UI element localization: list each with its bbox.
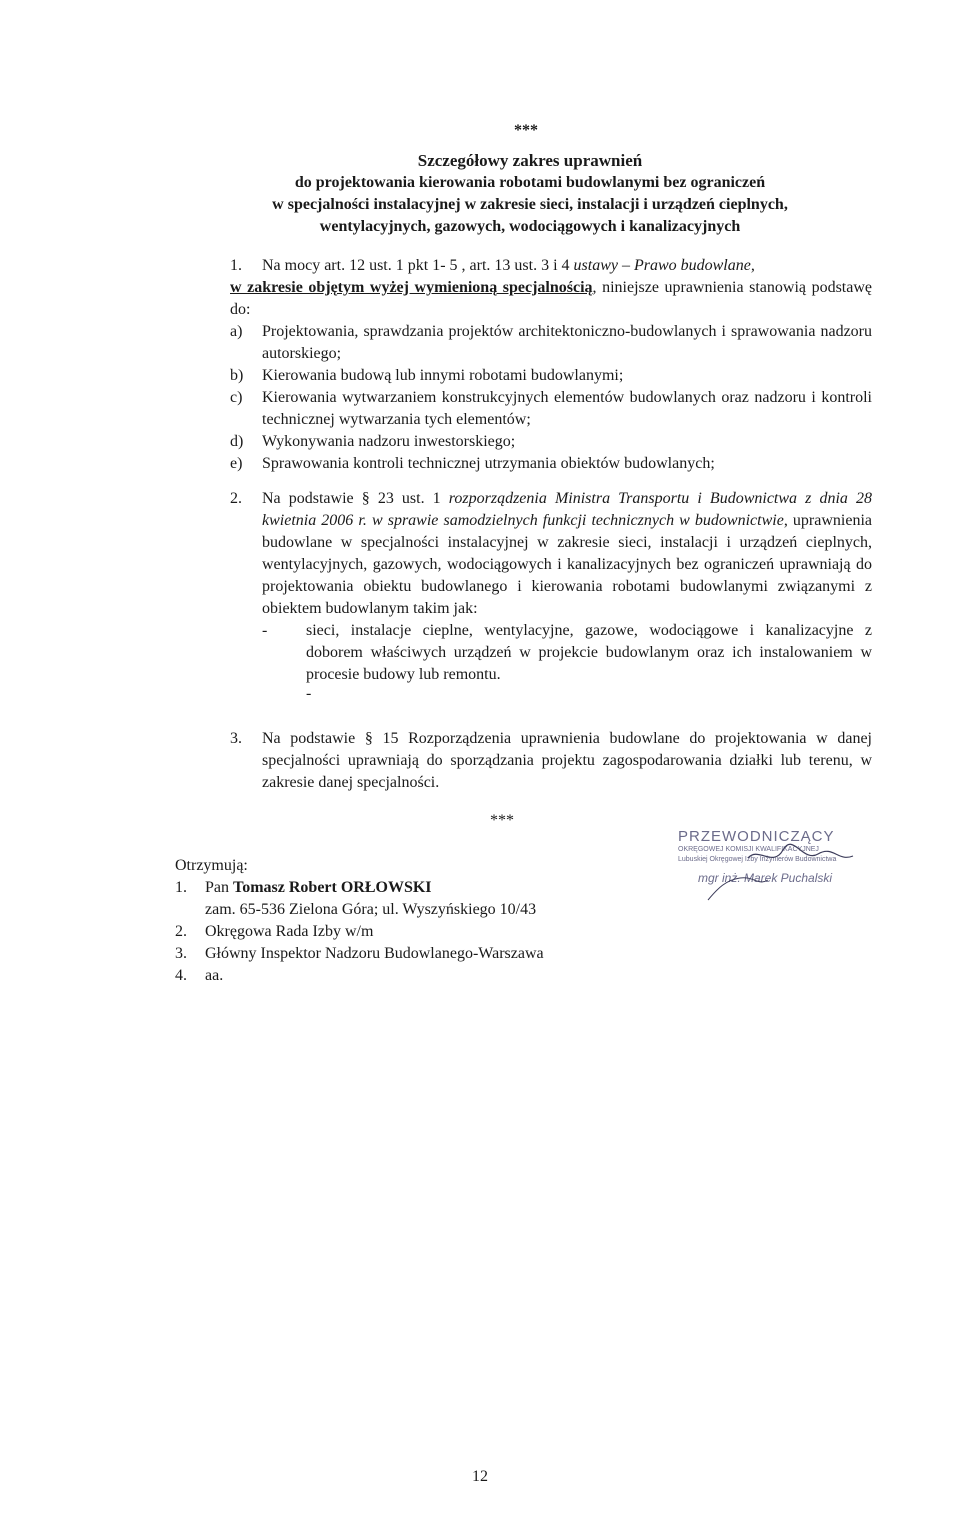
signature-scribble — [678, 828, 888, 908]
recipient-number: 2. — [175, 923, 187, 940]
list-dash: - — [262, 622, 268, 639]
item-text: Wykonywania nadzoru inwestorskiego; — [262, 433, 516, 450]
section-3 — [230, 728, 872, 794]
section-2-number: 2. — [230, 490, 242, 507]
section-3-number: 3. — [230, 730, 242, 747]
section-1-item-a — [230, 321, 872, 365]
section-1-scope-tail: , niniejsze uprawnienia stanowią podstawę do: — [230, 279, 872, 318]
section-1-item-e — [230, 453, 872, 475]
recipient-2 — [175, 921, 635, 943]
section-2-trailing-dash: - — [306, 685, 312, 702]
section-2-list-item — [262, 620, 872, 686]
recipient-address: zam. 65-536 Zielona Góra; ul. Wyszyńskiego 10/43 — [205, 901, 537, 918]
document-title — [160, 150, 900, 238]
section-2-text-1: Na podstawie § 23 ust. 1 — [262, 490, 449, 507]
item-text: Projektowania, sprawdzania projektów architektoniczno-budowlanych i sprawowania nadzoru autorskiego; — [262, 323, 872, 362]
recipient-3 — [175, 943, 635, 965]
recipient-4 — [175, 965, 635, 987]
item-letter: c) — [230, 389, 243, 406]
title-line-1: Szczegółowy zakres uprawnień — [417, 151, 643, 170]
item-letter: b) — [230, 367, 244, 384]
title-line-4: wentylacyjnych, gazowych, wodociągowych i kanalizacyjnych — [319, 218, 741, 235]
list-item-text: sieci, instalacje cieplne, wentylacyjne, gazowe, wodociągowe i kanalizacyjne z doborem właściwych urządzeń w projekcie budowlanym oraz ich instalowaniem w procesie budowy lub remontu. — [306, 622, 872, 683]
section-2 — [230, 488, 872, 702]
item-text: Kierowania wytwarzaniem konstrukcyjnych elementów budowlanych oraz nadzoru i kontroli technicznej wytwarzania tych elementów; — [262, 389, 872, 428]
section-1-item-c — [230, 387, 872, 431]
section-2-text-2: , uprawnienia budowlane w specjalności instalacyjnej w zakresie sieci, instalacji i urządzeń cieplnych, wentylacyjnych, gazowych, wodociągowych i kanalizacyjnych bez ograniczeń uprawniają do projektowania obiektu budowlanego i kierowania robotami budowlanymi związanymi z obiektem budowlanym takim jak: — [262, 512, 873, 617]
section-1-item-b — [230, 365, 872, 387]
section-1 — [230, 255, 872, 475]
chairman-stamp — [678, 828, 888, 885]
section-1-items — [230, 321, 872, 475]
item-text: Sprawowania kontroli technicznej utrzymania obiektów budowlanych; — [262, 455, 715, 472]
item-text: Kierowania budową lub innymi robotami budowlanymi; — [262, 367, 624, 384]
stamp-line-1: OKRĘGOWEJ KOMISJI KWALIFIKACYJNEJ — [678, 846, 819, 853]
section-1-item-d — [230, 431, 872, 453]
title-line-3: w specjalności instalacyjnej w zakresie sieci, instalacji i urządzeń cieplnych, — [272, 196, 788, 213]
recipient-number: 1. — [175, 879, 187, 896]
header-stars: *** — [514, 122, 538, 139]
section-1-intro-italic: ustawy – Prawo budowlane, — [573, 257, 755, 274]
item-letter: d) — [230, 433, 244, 450]
recipient-prefix: Pan — [205, 879, 233, 896]
separator-stars: *** — [490, 812, 514, 829]
page-number: 12 — [472, 1468, 488, 1485]
section-1-intro — [262, 255, 872, 277]
section-1-intro-plain: Na mocy art. 12 ust. 1 pkt 1- 5 , art. 13 ust. 3 i 4 — [262, 257, 574, 274]
section-2-body — [262, 488, 872, 702]
recipient-name: Tomasz Robert ORŁOWSKI — [233, 879, 432, 896]
section-1-scope — [230, 277, 872, 321]
recipient-1 — [175, 877, 635, 921]
stamp-name: mgr inż. Marek Puchalski — [698, 871, 833, 885]
item-letter: a) — [230, 323, 243, 340]
recipients-heading: Otrzymują: — [175, 857, 248, 874]
recipient-number: 4. — [175, 967, 187, 984]
recipient-text: Główny Inspektor Nadzoru Budowlanego-Warszawa — [205, 945, 544, 962]
recipient-text: aa. — [205, 967, 224, 984]
recipient-number: 3. — [175, 945, 187, 962]
section-1-number: 1. — [230, 257, 242, 274]
item-letter: e) — [230, 455, 243, 472]
title-line-2: do projektowania kierowania robotami budowlanymi bez ograniczeń — [294, 174, 766, 191]
recipients — [175, 855, 635, 987]
stamp-line-2: Lubuskiej Okręgowej Izby Inżynierów Budownictwa — [678, 856, 837, 863]
section-1-scope-underlined: w zakresie objętym wyżej wymienioną specjalnością — [230, 279, 593, 296]
section-3-text: Na podstawie § 15 Rozporządzenia uprawnienia budowlane do projektowania w danej specjalności uprawniają do sporządzania projektu zagospodarowania działki lub terenu, w zakresie danej specjalności. — [262, 730, 872, 791]
stamp-title: PRZEWODNICZĄCY — [678, 828, 835, 845]
section-2-regulation-title: rozporządzenia Ministra Transportu i Budownictwa z dnia 28 kwietnia 2006 r. w sprawie samodzielnych funkcji technicznych w budownictwie — [262, 490, 872, 529]
recipient-text: Okręgowa Rada Izby w/m — [205, 923, 374, 940]
